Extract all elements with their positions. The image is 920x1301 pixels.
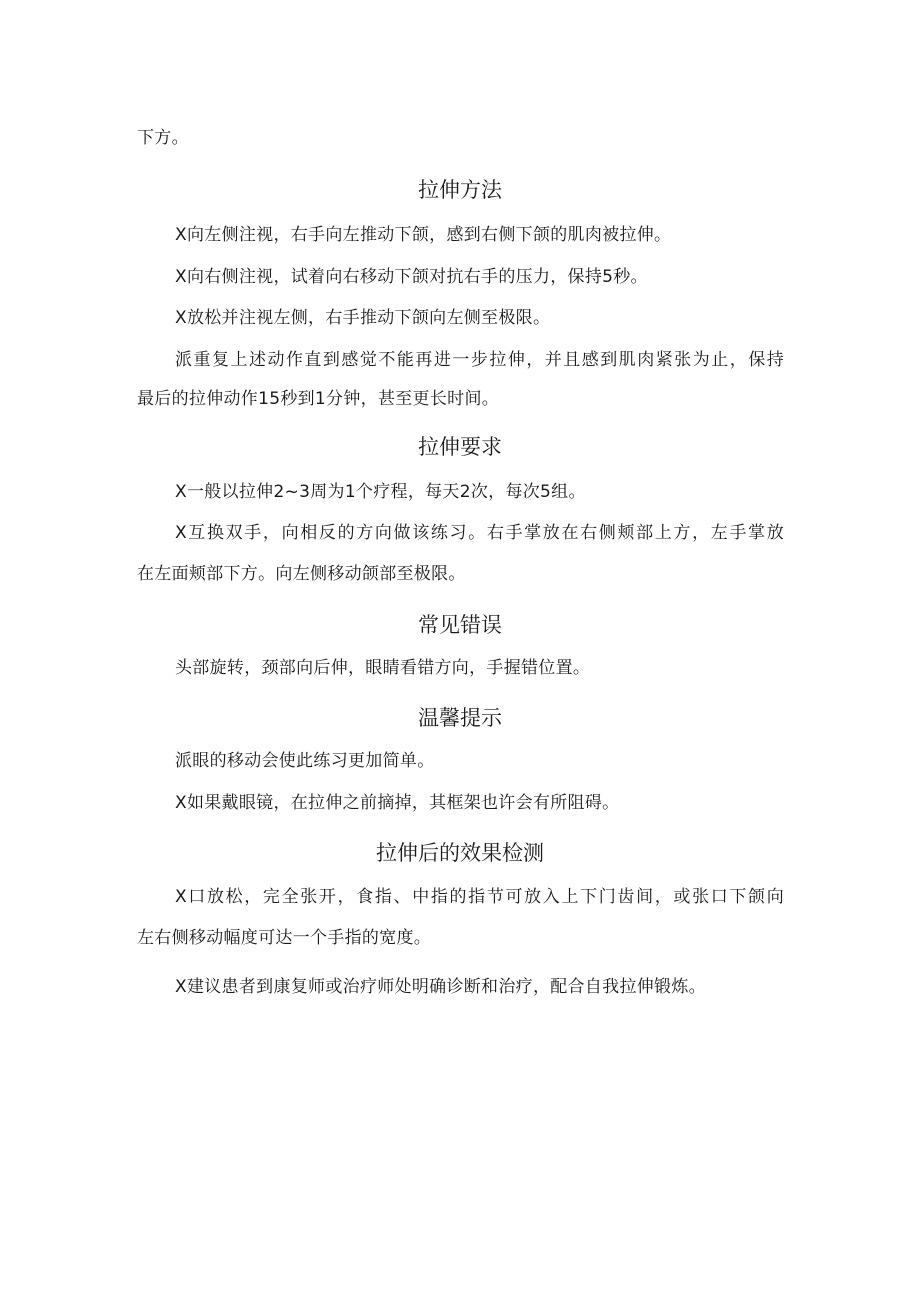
heading-effect-test: 拉伸后的效果检测 [376,841,544,865]
paragraph-line: X互换双手，向相反的方向做该练习。右手掌放在右侧颊部上方，左手掌放 [175,523,784,543]
continuation-text: 下方。 [137,128,189,148]
paragraph-line: X口放松，完全张开，食指、中指的指节可放入上下门齿间，或张口下颌向 [175,887,784,907]
paragraph-line: 派眼的移动会使此练习更加简单。 [175,751,435,771]
heading-stretch-requirements: 拉伸要求 [418,435,502,459]
paragraph-line: 最后的拉伸动作15秒到1分钟，甚至更长时间。 [137,389,500,409]
heading-stretch-method: 拉伸方法 [418,178,502,202]
paragraph-line: 头部旋转，颈部向后伸，眼睛看错方向，手握错位置。 [175,658,591,678]
paragraph-line: X向右侧注视，试着向右移动下颌对抗右手的压力，保持5秒。 [175,267,648,287]
paragraph-line: 在左面颊部下方。向左侧移动颌部至极限。 [137,564,466,584]
paragraph-line: 派重复上述动作直到感觉不能再进一步拉伸，并且感到肌肉紧张为止，保持 [175,350,784,370]
paragraph-line: X一般以拉伸2~3周为1个疗程，每天2次，每次5组。 [175,482,586,502]
paragraph-line: 左右侧移动幅度可达一个手指的宽度。 [137,928,432,948]
paragraph-line: X如果戴眼镜，在拉伸之前摘掉，其框架也许会有所阻碍。 [175,793,620,813]
paragraph-line: X向左侧注视，右手向左推动下颌，感到右侧下颌的肌肉被拉伸。 [175,225,672,245]
heading-tips: 温馨提示 [418,706,502,730]
paragraph-line: X建议患者到康复师或治疗师处明确诊断和治疗，配合自我拉伸锻炼。 [175,977,706,997]
heading-common-errors: 常见错误 [418,613,502,637]
paragraph-line: X放松并注视左侧，右手推动下颌向左侧至极限。 [175,308,551,328]
